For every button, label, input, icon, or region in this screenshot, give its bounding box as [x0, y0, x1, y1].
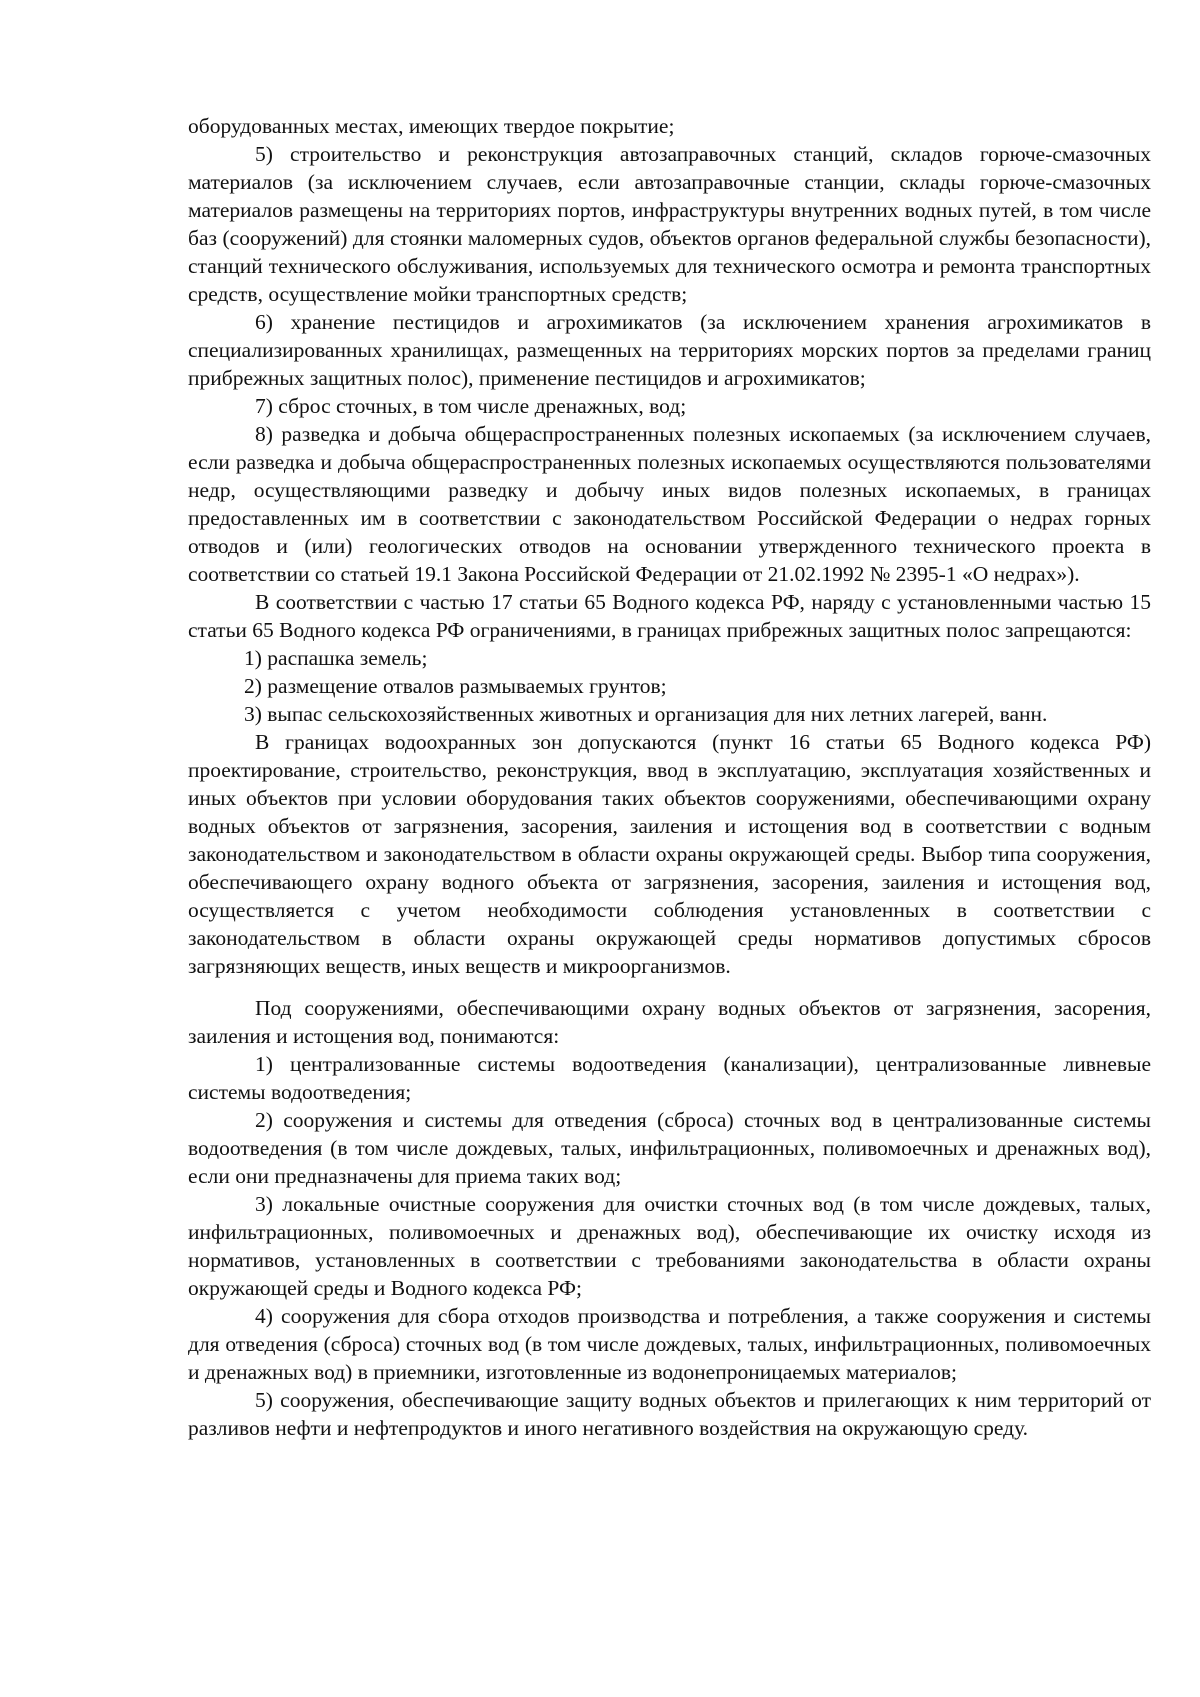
paragraph-item-6-pesticides: 6) хранение пестицидов и агрохимикатов (за исключением хранения агрохимикатов в специализированных хранилищах, размещенных на территориях морских портов за пределами границ прибрежных защитных полос), применение пестицидов и агрохимикатов;	[188, 310, 1151, 390]
paragraph-structure-2: 2) сооружения и системы для отведения (сброса) сточных вод в централизованные системы водоотведения (в том числе дождевых, талых, инфильтрационных, поливомоечных и дренажных вод), если они предназначены для приема таких вод;	[188, 1108, 1151, 1188]
paragraph-item-7-wastewater: 7) сброс сточных, в том числе дренажных, вод;	[255, 394, 687, 418]
paragraph-structures-definition: Под сооружениями, обеспечивающими охрану водных объектов от загрязнения, засорения, заиления и истощения вод, понимаются:	[188, 996, 1151, 1048]
paragraph-item-5-fuel-stations: 5) строительство и реконструкция автозаправочных станций, складов горюче-смазочных материалов (за исключением случаев, если автозаправочные станции, склады горюче-смазочных материалов размещены на территориях портов, инфраструктуры внутренних водных путей, в том числе баз (сооружений) для стоянки маломерных судов, объектов органов федеральной службы безопасности), станций технического обслуживания, используемых для технического осмотра и ремонта транспортных средств, осуществление мойки транспортных средств;	[188, 142, 1151, 306]
list-item-grazing: 3) выпас сельскохозяйственных животных и организация для них летних лагерей, ванн.	[244, 702, 1048, 726]
paragraph-continuation: оборудованных местах, имеющих твердое покрытие;	[188, 114, 675, 138]
document-page	[188, 112, 1151, 1442]
list-item-dumps: 2) размещение отвалов размываемых грунтов;	[244, 674, 667, 698]
list-item-plowing: 1) распашка земель;	[244, 646, 428, 670]
paragraph-structure-3: 3) локальные очистные сооружения для очистки сточных вод (в том числе дождевых, талых, инфильтрационных, поливомоечных и дренажных вод), обеспечивающие их очистку исходя из нормативов, установленных в соответствии с требованиями законодательства в области охраны окружающей среды и Водного кодекса РФ;	[188, 1192, 1151, 1300]
paragraph-structure-4: 4) сооружения для сбора отходов производства и потребления, а также сооружения и системы для отведения (сброса) сточных вод (в том числе дождевых, талых, инфильтрационных, поливомоечных и дренажных вод) в приемники, изготовленные из водонепроницаемых материалов;	[188, 1304, 1151, 1384]
paragraph-structure-5: 5) сооружения, обеспечивающие защиту водных объектов и прилегающих к ним территорий от разливов нефти и нефтепродуктов и иного негативного воздействия на окружающую среду.	[188, 1388, 1151, 1440]
paragraph-structure-1: 1) централизованные системы водоотведения (канализации), централизованные ливневые системы водоотведения;	[188, 1052, 1151, 1104]
paragraph-coastal-strip-prohibitions: В соответствии с частью 17 статьи 65 Водного кодекса РФ, наряду с установленными частью 15 статьи 65 Водного кодекса РФ ограничениями, в границах прибрежных защитных полос запрещаются:	[188, 590, 1151, 642]
paragraph-water-protection-zones: В границах водоохранных зон допускаются (пункт 16 статьи 65 Водного кодекса РФ) проектирование, строительство, реконструкция, ввод в эксплуатацию, эксплуатация хозяйственных и иных объектов при условии оборудования таких объектов сооружениями, обеспечивающими охрану водных объектов от загрязнения, засорения, заиления и истощения вод в соответствии с водным законодательством и законодательством в области охраны окружающей среды. Выбор типа сооружения, обеспечивающего охрану водного объекта от загрязнения, засорения, заиления и истощения вод, осуществляется с учетом необходимости соблюдения установленных в соответствии с законодательством в области охраны окружающей среды нормативов допустимых сбросов загрязняющих веществ, иных веществ и микроорганизмов.	[188, 730, 1151, 978]
paragraph-item-8-mining: 8) разведка и добыча общераспространенных полезных ископаемых (за исключением случаев, если разведка и добыча общераспространенных полезных ископаемых осуществляются пользователями недр, осуществляющими разведку и добычу иных видов полезных ископаемых, в границах предоставленных им в соответствии с законодательством Российской Федерации о недрах горных отводов и (или) геологических отводов на основании утвержденного технического проекта в соответствии со статьей 19.1 Закона Российской Федерации от 21.02.1992 № 2395-1 «О недрах»).	[188, 422, 1151, 586]
